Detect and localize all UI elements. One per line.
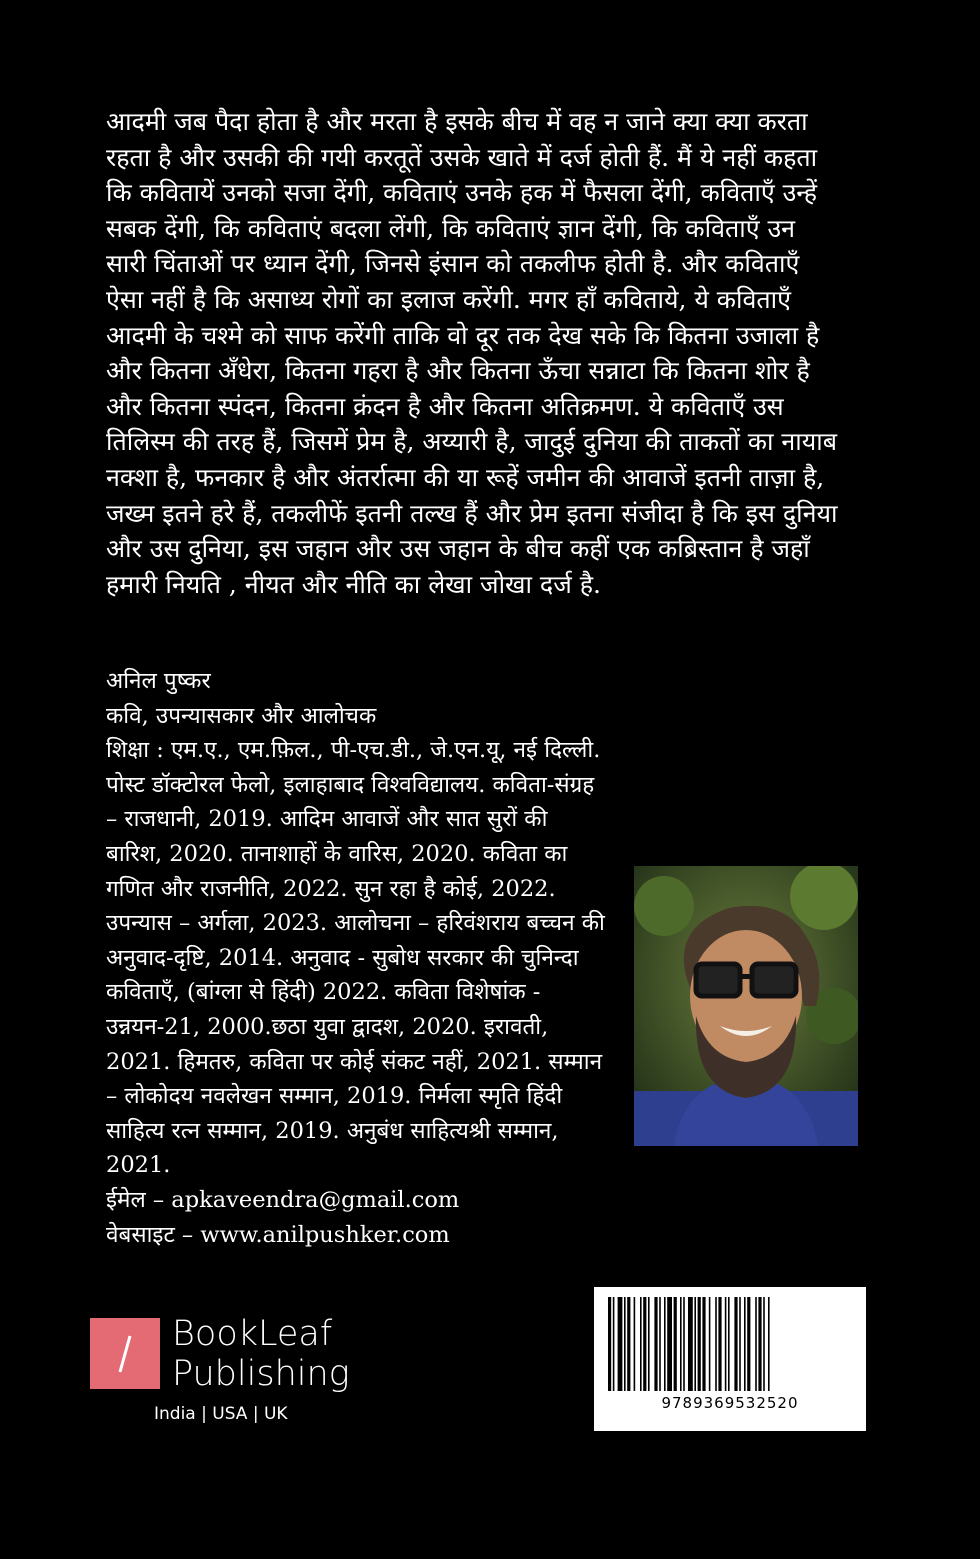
barcode-bar <box>648 1297 650 1391</box>
author-name: अनिल पुष्कर <box>106 668 211 694</box>
barcode-bar <box>763 1297 765 1391</box>
barcode-bar <box>702 1297 705 1391</box>
barcode-bar <box>709 1297 711 1391</box>
barcode-bar <box>725 1297 727 1391</box>
author-details: शिक्षा : एम.ए., एम.फ़िल., पी-एच.डी., जे.एन.यू, नई दिल्ली. पोस्ट डॉक्टोरल फेलो, इलाहाबाद विश्वविद्यालय. कविता-संग्रह – राजधानी, 2019. आदिम आवाजें और सात सुरों की बारिश, 2020. तानाशाहों के वारिस, 2020. कविता का गणित और राजनीति, 2022. सुन रहा है कोई, 2022. उपन्यास – अर्गला, 2023. आलोचना – हरिवंशराय बच्चन की अनुवाद-दृष्टि, 2014. अनुवाद - सुबोध सरकार की चुनिन्दा कविताएँ, (बांग्ला से हिंदी) 2022. कविता विशेषांक - उन्नयन-21, 2000.छठा युवा द्वादश, 2020. इरावती, 2021. हिमतरु, कविता पर कोई संकट नहीं, 2021. सम्मान – लोकोदय नवलेखन सम्मान, 2019. निर्मला स्मृति हिंदी साहित्य रत्न सम्मान, 2019. अनुबंध साहित्यश्री सम्मान, 2021. <box>106 737 605 1179</box>
barcode-bars <box>606 1297 854 1391</box>
barcode-bar <box>758 1297 761 1391</box>
barcode-bar <box>624 1297 626 1391</box>
author-website: वेबसाइट – www.anilpushker.com <box>106 1221 450 1248</box>
barcode-bar <box>739 1297 741 1391</box>
barcode-bar <box>654 1297 657 1391</box>
barcode-bar <box>640 1297 642 1391</box>
publisher-logo-mark <box>90 1318 160 1389</box>
barcode-bar <box>728 1297 730 1391</box>
barcode-bar <box>674 1297 677 1391</box>
barcode-bar <box>734 1297 737 1391</box>
barcode-bar <box>667 1297 672 1391</box>
barcode-bar <box>747 1297 750 1391</box>
publisher-line-1: BookLeaf <box>172 1314 333 1354</box>
publisher-regions: India | USA | UK <box>154 1404 288 1424</box>
barcode-bar <box>715 1297 717 1391</box>
publisher-logo-text <box>172 1314 350 1394</box>
barcode-bar <box>659 1297 661 1391</box>
author-role: कवि, उपन्यासकार और आलोचक <box>106 702 377 729</box>
author-email: ईमेल – apkaveendra@gmail.com <box>106 1186 460 1213</box>
author-bio <box>106 664 606 1252</box>
barcode-bar <box>627 1297 630 1391</box>
barcode-bar <box>755 1297 757 1391</box>
barcode-bar <box>698 1297 701 1391</box>
isbn-barcode <box>594 1287 866 1431</box>
barcode-bar <box>683 1297 685 1391</box>
barcode-bar <box>680 1297 682 1391</box>
barcode-bar <box>608 1297 611 1391</box>
barcode-bar <box>613 1297 615 1391</box>
barcode-bar <box>688 1297 693 1391</box>
barcode-bar <box>634 1297 636 1391</box>
barcode-bar <box>744 1297 746 1391</box>
back-cover-blurb: आदमी जब पैदा होता है और मरता है इसके बीच में वह न जाने क्या क्या करता रहता है और उसकी की गयी करतूतें उसके खाते में दर्ज होती हैं. मैं ये नहीं कहता कि कवितायें उनको सजा देंगी, कविताएं उनके हक में फैसला देंगी, कविताएँ उन्हें सबक देंगी, कि कविताएं बदला लेंगी, कि कविताएं ज्ञान देंगी, कि कविताएँ उन सारी चिंताओं पर ध्यान देंगी, जिनसे इंसान को तकलीफ होती है. और कविताएँ ऐसा नहीं है कि असाध्य रोगों का इलाज करेंगी. मगर हाँ कविताये, ये कविताएँ आदमी के चश्मे को साफ करेंगी ताकि वो दूर तक देख सके कि कितना उजाला है और कितना अँधेरा, कितना गहरा है और कितना ऊँचा सन्नाटा कि कितना शोर है और कितना स्पंदन, कितना क्रंदन है और कितना अतिक्रमण. ये कविताएँ उस तिलिस्म की तरह हैं, जिसमें प्रेम है, अय्यारी है, जादुई दुनिया की ताकतों का नायाब नक्शा है, फनकार है और अंतर्रात्मा की या रूहें जमीन की आवाजें इतनी ताज़ा है, जख्म इतने हरे हैं, तकलीफें इतनी तल्ख हैं और प्रेम इतना संजीदा है कि इस दुनिया और उस दुनिया, इस जहान और उस जहान के बीच कहीं एक कब्रिस्तान है जहाँ हमारी नियति , नीयत और नीति का लेखा जोखा दर्ज है. <box>106 107 838 599</box>
barcode-bar <box>768 1297 770 1391</box>
author-photo <box>634 866 858 1146</box>
barcode-bar <box>718 1297 721 1391</box>
barcode-bar <box>664 1297 666 1391</box>
barcode-bar <box>618 1297 623 1391</box>
barcode-bar <box>643 1297 646 1391</box>
publisher-line-2: Publishing <box>172 1354 350 1394</box>
isbn-number: 9789369532520 <box>661 1394 799 1412</box>
barcode-bar <box>694 1297 696 1391</box>
